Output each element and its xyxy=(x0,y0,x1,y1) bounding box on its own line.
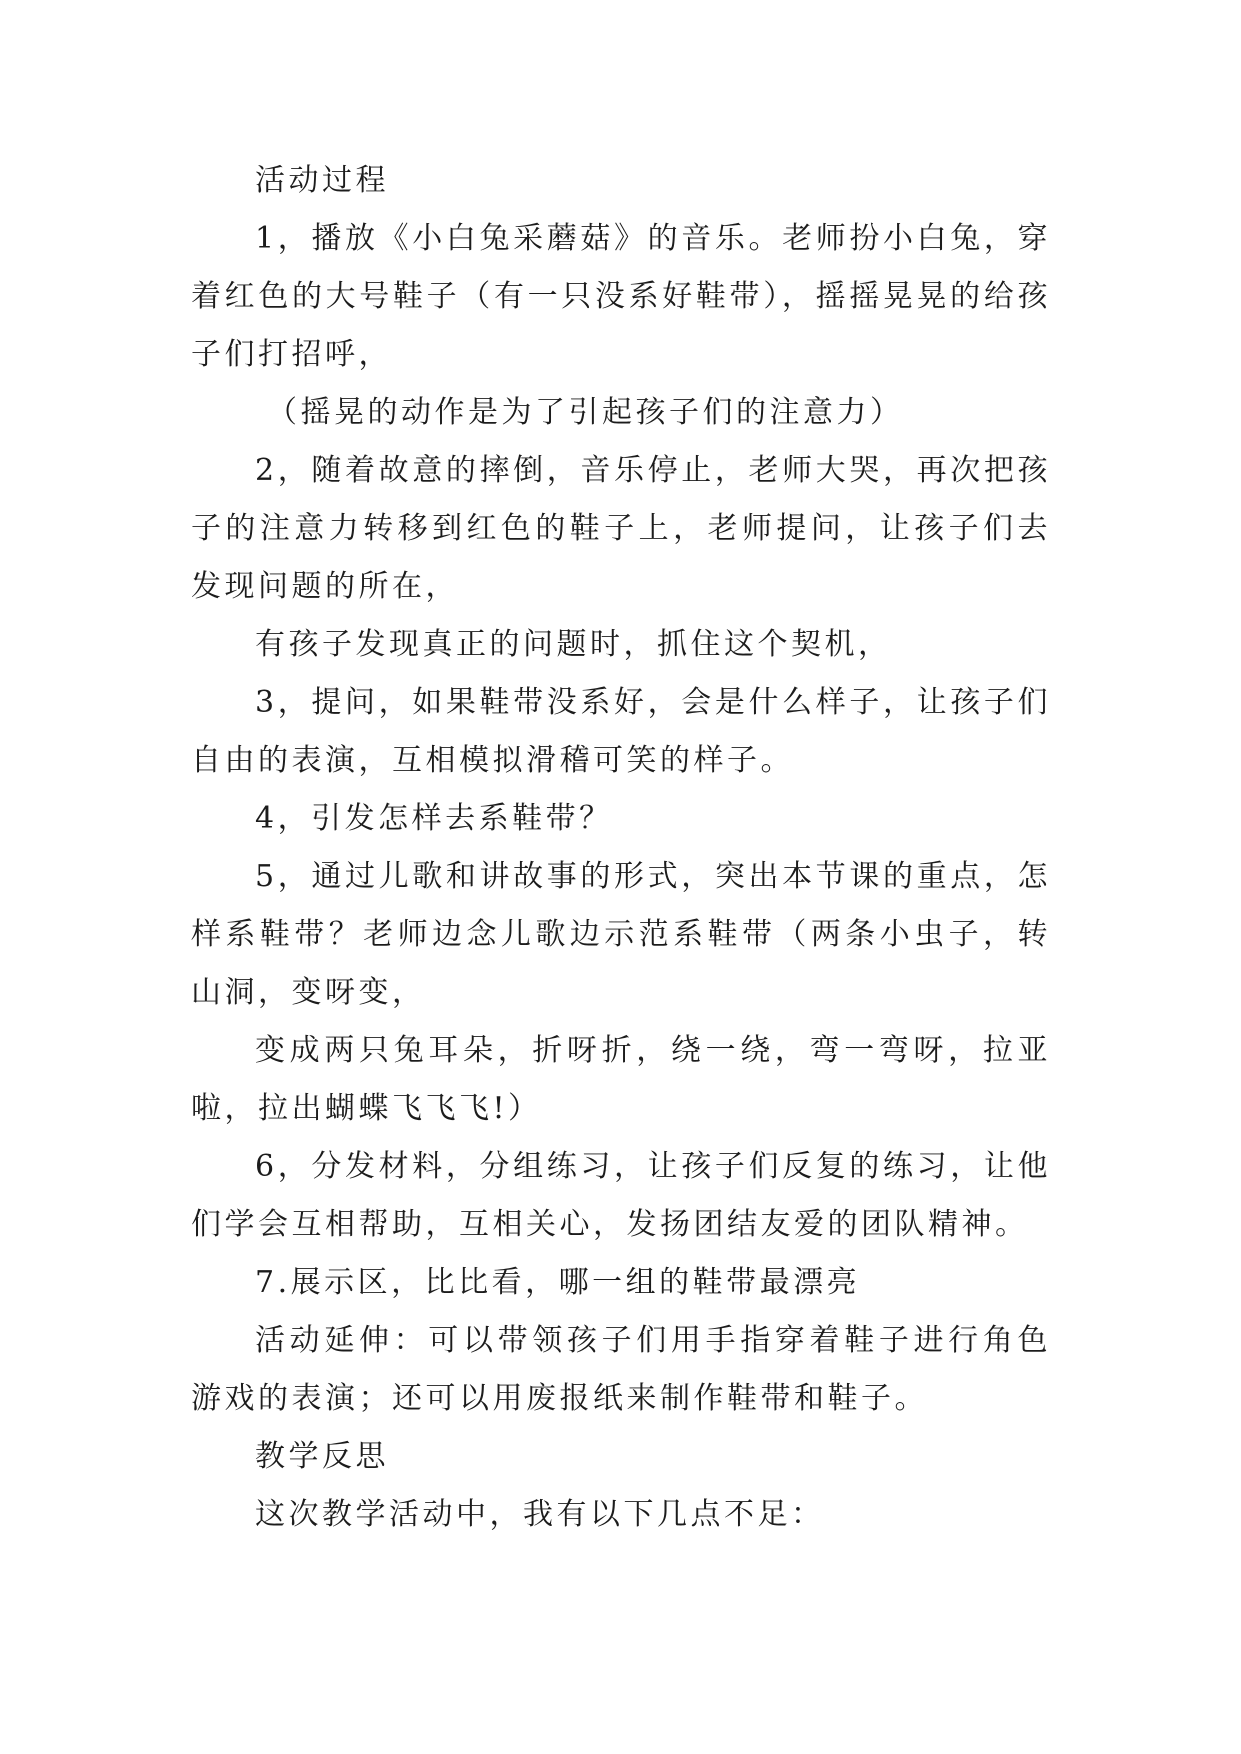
paragraph-step-4: 4，引发怎样去系鞋带？ xyxy=(255,801,613,836)
paragraph-step-6: 6，分发材料，分组练习，让孩子们反复的练习，让他们学会互相帮助，互相关心，发扬团结友爱的团队精神。 xyxy=(191,1149,1051,1242)
paragraph-rhyme-continued: 变成两只兔耳朵，折呀折，绕一绕，弯一弯呀，拉亚啦，拉出蝴蝶飞飞飞!） xyxy=(191,1033,1051,1126)
section-heading-activity-process: 活动过程 xyxy=(255,163,389,198)
paragraph-step-2: 2，随着故意的摔倒，音乐停止，老师大哭，再次把孩子的注意力转移到红色的鞋子上，老师提问，让孩子们去发现问题的所在， xyxy=(191,453,1051,604)
document-body xyxy=(191,152,1051,1544)
paragraph-step-7: 7.展示区，比比看，哪一组的鞋带最漂亮 xyxy=(255,1265,861,1300)
section-heading-teaching-reflection: 教学反思 xyxy=(255,1439,389,1474)
paragraph-shortcomings: 这次教学活动中，我有以下几点不足： xyxy=(255,1497,825,1532)
paragraph-opportunity: 有孩子发现真正的问题时，抓住这个契机， xyxy=(255,627,892,662)
paragraph-note: （摇晃的动作是为了引起孩子们的注意力） xyxy=(267,395,904,430)
paragraph-activity-extension: 活动延伸：可以带领孩子们用手指穿着鞋子进行角色游戏的表演；还可以用废报纸来制作鞋带和鞋子。 xyxy=(191,1323,1051,1416)
paragraph-step-1: 1，播放《小白兔采蘑菇》的音乐。老师扮小白兔，穿着红色的大号鞋子（有一只没系好鞋带），摇摇晃晃的给孩子们打招呼， xyxy=(191,221,1051,372)
paragraph-step-5: 5，通过儿歌和讲故事的形式，突出本节课的重点，怎样系鞋带？老师边念儿歌边示范系鞋带（两条小虫子，转山洞，变呀变， xyxy=(191,859,1051,1010)
paragraph-step-3: 3，提问，如果鞋带没系好，会是什么样子，让孩子们自由的表演，互相模拟滑稽可笑的样子。 xyxy=(191,685,1051,778)
